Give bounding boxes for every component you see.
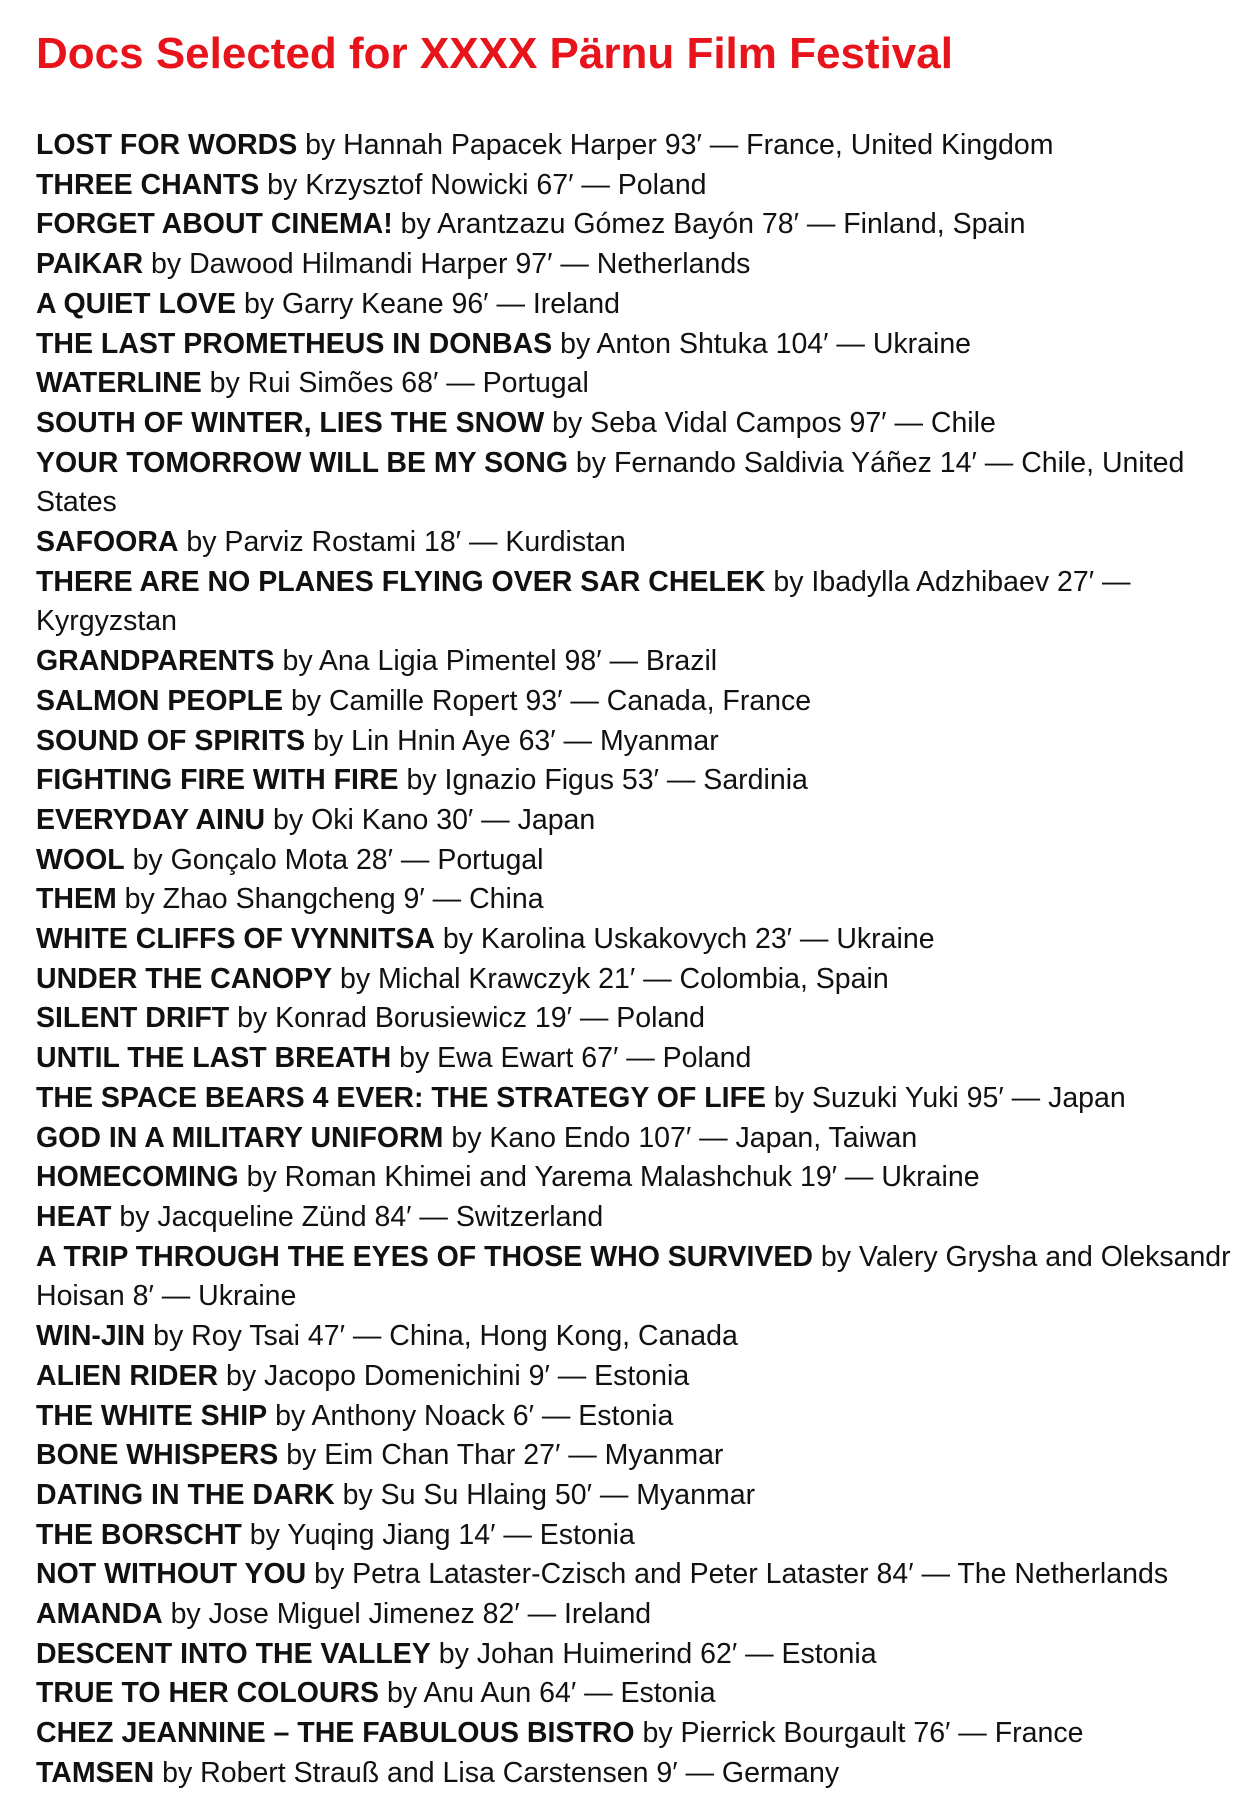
film-entry xyxy=(36,364,1240,404)
film-entry xyxy=(36,1198,1240,1238)
film-details: by Oki Kano 30′ — Japan xyxy=(265,803,596,836)
film-details: by Krzysztof Nowicki 67′ — Poland xyxy=(259,168,707,201)
film-details: by Anthony Noack 6′ — Estonia xyxy=(267,1399,674,1432)
film-title: THERE ARE NO PLANES FLYING OVER SAR CHELEK xyxy=(36,565,766,598)
film-details: by Jose Miguel Jimenez 82′ — Ireland xyxy=(162,1598,652,1631)
film-entry xyxy=(36,642,1240,682)
film-title: THE BORSCHT xyxy=(36,1518,242,1551)
film-entry xyxy=(36,1079,1240,1119)
film-title: SILENT DRIFT xyxy=(36,1002,230,1035)
film-title: UNDER THE CANOPY xyxy=(36,962,333,995)
film-entry xyxy=(36,1317,1240,1357)
film-title: GOD IN A MILITARY UNIFORM xyxy=(36,1121,444,1154)
film-entry xyxy=(36,1635,1240,1675)
film-title: THE LAST PROMETHEUS IN DONBAS xyxy=(36,327,553,360)
film-details: by Gonçalo Mota 28′ — Portugal xyxy=(124,843,544,876)
film-details: by Rui Simões 68′ — Portugal xyxy=(201,367,589,400)
film-title: DATING IN THE DARK xyxy=(36,1478,335,1511)
film-entry xyxy=(36,1476,1240,1516)
film-title: A TRIP THROUGH THE EYES OF THOSE WHO SURVIVED xyxy=(36,1240,813,1273)
film-details: by Jacopo Domenichini 9′ — Estonia xyxy=(218,1359,690,1392)
film-details: by Anton Shtuka 104′ — Ukraine xyxy=(552,327,972,360)
film-title: A QUIET LOVE xyxy=(36,287,237,320)
film-entry xyxy=(36,523,1240,563)
film-title: FORGET ABOUT CINEMA! xyxy=(36,208,393,241)
page-title: Docs Selected for XXXX Pärnu Film Festival xyxy=(36,29,953,78)
film-title: BONE WHISPERS xyxy=(36,1439,279,1472)
film-title: SOUTH OF WINTER, LIES THE SNOW xyxy=(36,406,545,439)
film-entry xyxy=(36,245,1240,285)
film-title: THREE CHANTS xyxy=(36,168,260,201)
film-entry xyxy=(36,1119,1240,1159)
film-details: by Pierrick Bourgault 76′ — France xyxy=(634,1717,1084,1750)
film-title: UNTIL THE LAST BREATH xyxy=(36,1042,392,1075)
film-entry xyxy=(36,1555,1240,1595)
film-entry xyxy=(36,1357,1240,1397)
film-details: by Seba Vidal Campos 97′ — Chile xyxy=(544,406,996,439)
film-entry xyxy=(36,682,1240,722)
film-entry xyxy=(36,404,1240,444)
film-entry xyxy=(36,325,1240,365)
film-title: PAIKAR xyxy=(36,248,144,281)
film-details: by Zhao Shangcheng 9′ — China xyxy=(116,883,544,916)
film-title: THE WHITE SHIP xyxy=(36,1399,268,1432)
film-details: by Ibadylla Adzhibaev 27′ — Kyrgyzstan xyxy=(36,565,1131,638)
film-title: WIN-JIN xyxy=(36,1320,146,1353)
film-entry xyxy=(36,1714,1240,1754)
film-entry xyxy=(36,444,1240,523)
film-title: SALMON PEOPLE xyxy=(36,684,284,717)
film-entry xyxy=(36,841,1240,881)
film-details: by Eim Chan Thar 27′ — Myanmar xyxy=(278,1439,724,1472)
film-details: by Ewa Ewart 67′ — Poland xyxy=(391,1042,752,1075)
film-entry xyxy=(36,205,1240,245)
film-details: by Fernando Saldivia Yáñez 14′ — Chile, United States xyxy=(36,446,1185,519)
film-title: SAFOORA xyxy=(36,526,179,559)
film-details: by Valery Grysha and Oleksandr Hoisan 8′ — Ukraine xyxy=(36,1240,1231,1313)
film-entry xyxy=(36,166,1240,206)
film-details: by Hannah Papacek Harper 93′ — France, United Kingdom xyxy=(297,129,1054,161)
film-title: NOT WITHOUT YOU xyxy=(36,1558,307,1591)
film-details: by Karolina Uskakovych 23′ — Ukraine xyxy=(435,923,935,956)
film-details: by Ignazio Figus 53′ — Sardinia xyxy=(398,764,808,797)
film-details: by Jacqueline Zünd 84′ — Switzerland xyxy=(111,1200,604,1233)
film-details: by Anu Aun 64′ — Estonia xyxy=(379,1677,716,1710)
film-details: by Camille Ropert 93′ — Canada, France xyxy=(283,684,812,717)
film-title: ALIEN RIDER xyxy=(36,1359,219,1392)
film-title: CHEZ JEANNINE – THE FABULOUS BISTRO xyxy=(36,1717,635,1750)
film-entry xyxy=(36,1595,1240,1635)
film-title: WHITE CLIFFS OF VYNNITSA xyxy=(36,923,435,956)
film-title: THE SPACE BEARS 4 EVER: THE STRATEGY OF LIFE xyxy=(36,1081,767,1114)
film-title: HOMECOMING xyxy=(36,1161,239,1194)
film-entry xyxy=(36,1436,1240,1476)
film-details: by Yuqing Jiang 14′ — Estonia xyxy=(241,1518,635,1551)
film-entry xyxy=(36,920,1240,960)
film-details: by Roman Khimei and Yarema Malashchuk 19′ — Ukraine xyxy=(238,1161,980,1194)
film-entry xyxy=(36,960,1240,1000)
film-details: by Suzuki Yuki 95′ — Japan xyxy=(766,1081,1126,1114)
film-details: by Robert Strauß and Lisa Carstensen 9′ — Germany xyxy=(154,1756,840,1789)
film-details: by Su Su Hlaing 50′ — Myanmar xyxy=(334,1478,756,1511)
film-title: TRUE TO HER COLOURS xyxy=(36,1677,380,1710)
film-details: by Arantzazu Gómez Bayón 78′ — Finland, Spain xyxy=(392,208,1026,241)
film-details: by Johan Huimerind 62′ — Estonia xyxy=(430,1637,877,1670)
film-title: HEAT xyxy=(36,1200,112,1233)
film-details: by Lin Hnin Aye 63′ — Myanmar xyxy=(305,724,719,757)
film-list xyxy=(36,126,1240,1794)
film-entry xyxy=(36,999,1240,1039)
film-details: by Kano Endo 107′ — Japan, Taiwan xyxy=(443,1121,918,1154)
film-title: DESCENT INTO THE VALLEY xyxy=(36,1637,431,1670)
film-details: by Roy Tsai 47′ — China, Hong Kong, Canada xyxy=(145,1320,738,1353)
film-entry xyxy=(36,1674,1240,1714)
film-entry xyxy=(36,1754,1240,1794)
film-entry xyxy=(36,880,1240,920)
film-title: GRANDPARENTS xyxy=(36,645,275,678)
film-title: SOUND OF SPIRITS xyxy=(36,724,306,757)
film-entry xyxy=(36,1039,1240,1079)
film-entry xyxy=(36,1158,1240,1198)
film-entry xyxy=(36,1397,1240,1437)
film-details: by Garry Keane 96′ — Ireland xyxy=(236,287,621,320)
film-title: WOOL xyxy=(36,843,125,876)
film-entry xyxy=(36,1238,1240,1317)
film-entry xyxy=(36,563,1240,642)
film-entry xyxy=(36,1516,1240,1556)
film-title: FIGHTING FIRE WITH FIRE xyxy=(36,764,399,797)
film-title: TAMSEN xyxy=(36,1756,155,1789)
film-details: by Parviz Rostami 18′ — Kurdistan xyxy=(178,526,626,559)
film-entry xyxy=(36,761,1240,801)
film-title: WATERLINE xyxy=(36,367,202,400)
film-title: AMANDA xyxy=(36,1598,163,1631)
film-entry xyxy=(36,722,1240,762)
film-title: LOST FOR WORDS xyxy=(36,129,298,161)
film-title: YOUR TOMORROW WILL BE MY SONG xyxy=(36,446,569,479)
film-entry xyxy=(36,285,1240,325)
film-details: by Konrad Borusiewicz 19′ — Poland xyxy=(229,1002,706,1035)
film-details: by Ana Ligia Pimentel 98′ — Brazil xyxy=(274,645,718,678)
film-entry xyxy=(36,801,1240,841)
film-entry xyxy=(36,126,1240,166)
film-details: by Michal Krawczyk 21′ — Colombia, Spain xyxy=(332,962,889,995)
film-title: EVERYDAY AINU xyxy=(36,803,266,836)
film-details: by Dawood Hilmandi Harper 97′ — Netherlands xyxy=(143,248,751,281)
film-details: by Petra Lataster-Czisch and Peter Lataster 84′ — The Netherlands xyxy=(306,1558,1169,1591)
film-title: THEM xyxy=(36,883,117,916)
